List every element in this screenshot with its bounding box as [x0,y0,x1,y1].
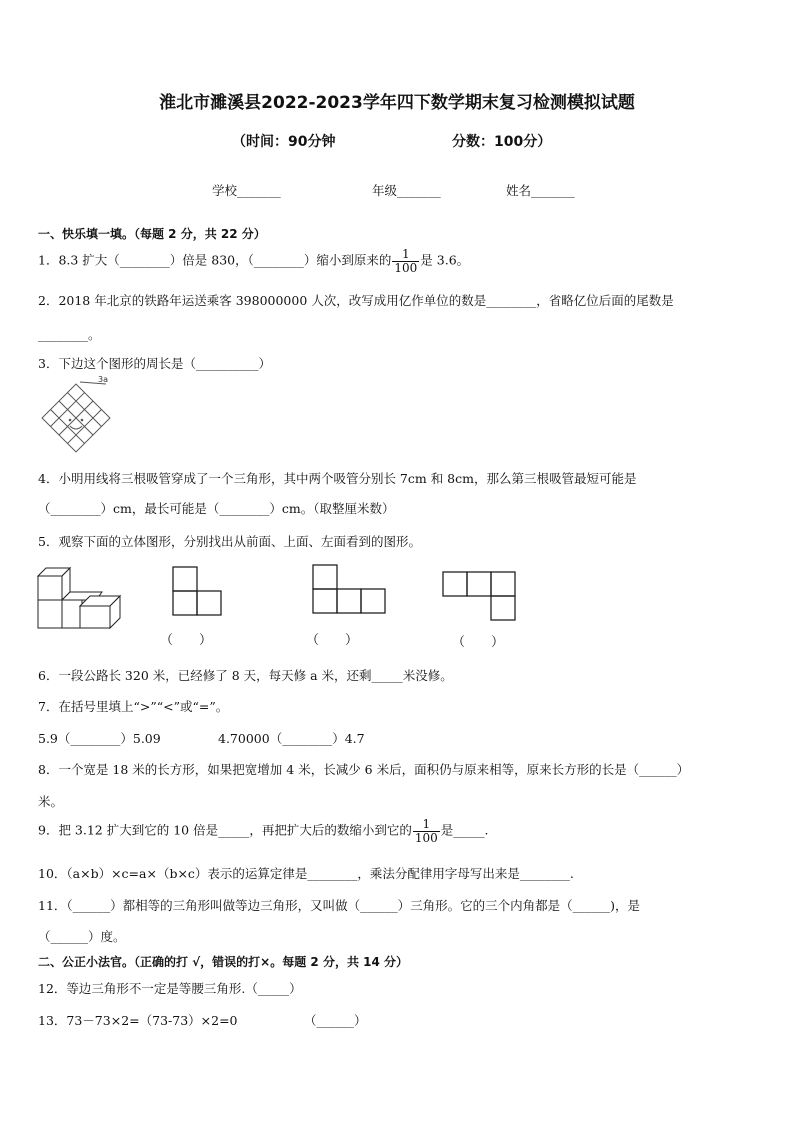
question-5-view-3 [442,571,520,623]
section-1-heading: 一、快乐填一填。（每题 2 分，共 22 分） [38,227,266,241]
question-7-b: 4.70000（________）4.7 [218,731,365,746]
page-title: 淮北市濉溪县2022-2023学年四下数学期末复习检测模拟试题 [159,93,635,113]
face-eye-left [69,419,72,422]
face-eye-right [81,419,84,422]
question-3: 3．下边这个图形的周长是（__________） [38,356,271,371]
question-1-text-a: 1．8.3 扩大（________）倍是 830，（________）缩小到原来的 [38,252,392,268]
question-8-line-1: 8．一个宽是 18 米的长方形，如果把宽增加 4 米，长减少 6 米后，面积仍与原来相等，原来长方形的长是（______） [38,762,690,777]
fraction-numerator: 1 [392,248,419,262]
rotated-grid [42,384,110,452]
answer-paren-3[interactable]: （ ） [452,635,505,650]
question-5-view-1 [172,566,224,618]
answer-paren-1[interactable]: （ ） [160,633,213,648]
question-5-solid-figure [36,564,126,634]
question-5-view-2 [312,564,390,616]
face-smile [70,426,82,429]
question-7-a: 5.9（________）5.09 [38,731,161,746]
question-5: 5．观察下面的立体图形，分别找出从前面、上面、左面看到的图形。 [38,534,421,549]
school-field[interactable]: 学校_______ [212,183,281,198]
answer-paren-2[interactable]: （ ） [306,633,359,648]
question-1 [38,248,469,274]
question-11-line-2: （______）度。 [38,929,126,944]
fraction-denominator: 100 [414,830,438,845]
question-7: 7．在括号里填上“>”“<”或“=”。 [38,699,229,714]
section-2-heading: 二、公正小法官。（正确的打 √，错误的打×。每题 2 分，共 14 分） [38,955,408,969]
question-2-line-2: ________。 [38,327,101,342]
grade-field[interactable]: 年级_______ [372,183,441,198]
question-3-grid-figure [36,376,116,456]
question-13: 13．73－73×2=（73-73）×2=0 [38,1013,238,1028]
name-field[interactable]: 姓名_______ [506,183,575,198]
question-1-text-b: 是 3.6。 [420,252,470,268]
fraction-denominator: 100 [394,260,418,275]
question-13-answer-paren[interactable]: （______） [304,1013,367,1028]
question-10: 10．（a×b）×c=a×（b×c）表示的运算定律是________，乘法分配律用字母写出来是________. [38,866,574,881]
fraction-numerator: 1 [413,818,440,832]
question-9-text-b: 是_____. [440,822,489,838]
question-9-text-a: 9．把 3.12 扩大到它的 10 倍是_____，再把扩大后的数缩小到它的 [38,822,412,838]
question-6: 6．一段公路长 320 米，已经修了 8 天，每天修 a 米，还剩_____米没修。 [38,668,453,683]
question-4-line-2: （________）cm，最长可能是（________）cm。（取整厘米数） [38,501,395,516]
label-3a: 3a [98,375,108,384]
question-12: 12．等边三角形不一定是等腰三角形.（_____） [38,981,302,996]
fraction-1-100 [392,248,419,274]
exam-time: （时间：90分钟 [232,134,336,150]
exam-score: 分数：100分） [452,134,552,150]
question-8-line-2: 米。 [38,794,64,809]
stacked-cubes [38,568,120,628]
question-4-line-1: 4．小明用线将三根吸管穿成了一个三角形，其中两个吸管分别长 7cm 和 8cm，那么第三根吸管最短可能是 [38,471,637,486]
question-2-line-1: 2．2018 年北京的铁路年运送乘客 398000000 人次，改写成用亿作单位的数是________，省略亿位后面的尾数是 [38,293,674,308]
fraction-1-100 [413,818,440,844]
question-11-line-1: 11．（______）都相等的三角形叫做等边三角形，又叫做（______）三角形。它的三个内角都是（______)，是 [38,898,641,913]
question-9 [38,818,488,844]
